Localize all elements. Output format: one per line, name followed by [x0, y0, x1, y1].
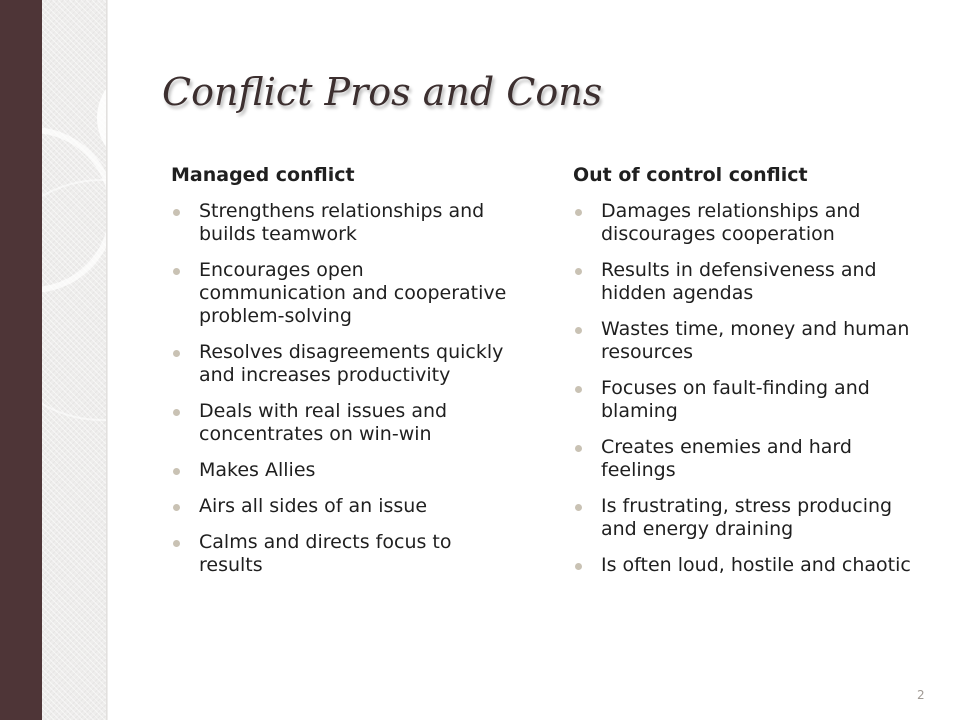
list-item-text: Damages relationships and discourages cooperation [601, 200, 861, 245]
managed-conflict-column [171, 162, 516, 590]
list-item [573, 554, 918, 577]
list-item-text: Makes Allies [199, 459, 316, 481]
out-of-control-conflict-list [573, 200, 918, 577]
list-item [573, 495, 918, 541]
page-number: 2 [917, 688, 925, 702]
decorative-sidebar [0, 0, 42, 720]
list-item [573, 377, 918, 423]
bullet-icon [173, 350, 180, 357]
out-of-control-conflict-heading: Out of control conflict [573, 164, 808, 186]
list-item-text: Is often loud, hostile and chaotic [601, 554, 911, 576]
list-item [171, 259, 516, 328]
list-item-text: Resolves disagreements quickly and increases productivity [199, 341, 504, 386]
list-item [171, 200, 516, 246]
list-item [171, 531, 516, 577]
list-item [573, 259, 918, 305]
list-item [573, 318, 918, 364]
list-item-text: Deals with real issues and concentrates on win-win [199, 400, 448, 445]
list-item [171, 400, 516, 446]
bullet-icon [173, 268, 180, 275]
managed-conflict-list [171, 200, 516, 577]
bullet-icon [173, 504, 180, 511]
bullet-icon [173, 540, 180, 547]
bullet-icon [173, 468, 180, 475]
managed-conflict-heading: Managed conflict [171, 164, 355, 186]
decorative-swirl-graphic [42, 0, 108, 720]
slide-title: Conflict Pros and Cons [162, 70, 603, 114]
list-item [171, 459, 516, 482]
list-item-text: Encourages open communication and cooperative problem-solving [199, 259, 507, 327]
bullet-icon [575, 327, 582, 334]
list-item [573, 200, 918, 246]
bullet-icon [575, 563, 582, 570]
list-item-text: Wastes time, money and human resources [601, 318, 910, 363]
list-item-text: Results in defensiveness and hidden agendas [601, 259, 877, 304]
list-item-text: Airs all sides of an issue [199, 495, 428, 517]
bullet-icon [575, 386, 582, 393]
list-item [171, 495, 516, 518]
bullet-icon [575, 209, 582, 216]
list-item-text: Strengthens relationships and builds teamwork [199, 200, 485, 245]
bullet-icon [173, 209, 180, 216]
list-item [573, 436, 918, 482]
out-of-control-conflict-column [573, 162, 918, 590]
bullet-icon [575, 268, 582, 275]
bullet-icon [575, 504, 582, 511]
list-item-text: Is frustrating, stress producing and energy draining [601, 495, 893, 540]
list-item-text: Focuses on fault-finding and blaming [601, 377, 870, 422]
bullet-icon [173, 409, 180, 416]
texture-edge-line [106, 0, 108, 720]
list-item [171, 341, 516, 387]
list-item-text: Creates enemies and hard feelings [601, 436, 852, 481]
list-item-text: Calms and directs focus to results [199, 531, 452, 576]
bullet-icon [575, 445, 582, 452]
